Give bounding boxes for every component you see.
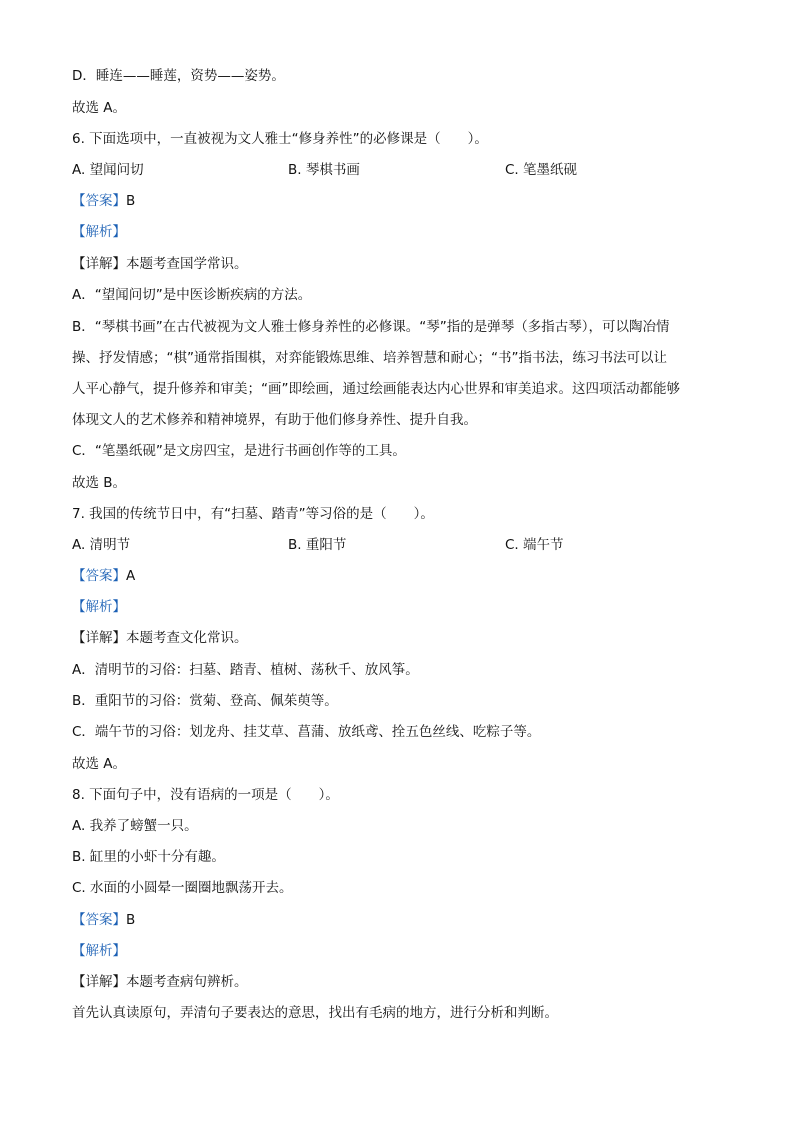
q6-explain-c: C．“笔墨纸砚”是文房四宝，是进行书画创作等的工具。: [72, 443, 406, 459]
q7-option-a: A. 清明节: [72, 537, 131, 553]
answer-tag: 【答案】: [72, 912, 126, 928]
q6-detail: [72, 254, 722, 274]
q7-explain-c: C．端午节的习俗：划龙舟、挂艾草、菖蒲、放纸鸢、拴五色丝线、吃粽子等。: [72, 724, 541, 740]
q6-analysis-tag: [72, 222, 722, 242]
answer-value: A: [126, 568, 136, 584]
q7-explain-a: A．清明节的习俗：扫墓、踏青、植树、荡秋千、放风筝。: [72, 662, 419, 678]
answer-tag: 【答案】: [72, 193, 126, 209]
q7-answer: [72, 566, 722, 586]
q6-option-b: B. 琴棋书画: [288, 162, 360, 178]
analysis-tag: 【解析】: [72, 599, 126, 615]
answer-value: B: [126, 193, 136, 209]
q8-option-b: B. 缸里的小虾十分有趣。: [72, 849, 225, 865]
q8-analysis-tag: [72, 941, 722, 961]
detail-text: 本题考查国学常识。: [126, 256, 248, 272]
q6-explain-a: A．“望闻问切”是中医诊断疾病的方法。: [72, 287, 312, 303]
q5-conclusion: 故选 A。: [72, 100, 127, 116]
q6-answer: [72, 191, 722, 211]
q6-option-c: C. 笔墨纸砚: [505, 162, 578, 178]
q6-explain-b-line3: 人平心静气，提升修养和审美；“画”即绘画，通过绘画能表达内心世界和审美追求。这四项活动都能够: [72, 381, 680, 397]
answer-value: B: [126, 912, 136, 928]
analysis-tag: 【解析】: [72, 224, 126, 240]
q6-explain-b-line1: B．“琴棋书画”在古代被视为文人雅士修身养性的必修课。“琴”指的是弹琴（多指古琴），可以陶冶情: [72, 319, 670, 335]
q6-conclusion: 故选 B。: [72, 475, 127, 491]
detail-text: 本题考查文化常识。: [126, 630, 248, 646]
analysis-tag: 【解析】: [72, 943, 126, 959]
q6-stem: 6. 下面选项中，一直被视为文人雅士“修身养性”的必修课是（ ）。: [72, 131, 488, 147]
answer-tag: 【答案】: [72, 568, 126, 584]
q7-analysis-tag: [72, 597, 722, 617]
q7-option-c: C. 端午节: [505, 537, 564, 553]
q7-option-b: B. 重阳节: [288, 537, 347, 553]
detail-tag: 【详解】: [72, 630, 126, 646]
q6-option-a: A. 望闻问切: [72, 162, 144, 178]
q6-explain-b-line4: 体现文人的艺术修养和精神境界，有助于他们修身养性、提升自我。: [72, 412, 477, 428]
q7-explain-b: B．重阳节的习俗：赏菊、登高、佩茱萸等。: [72, 693, 338, 709]
q7-conclusion: 故选 A。: [72, 756, 127, 772]
detail-tag: 【详解】: [72, 974, 126, 990]
detail-tag: 【详解】: [72, 256, 126, 272]
q6-explain-b-line2: 操、抒发情感；“棋”通常指围棋，对弈能锻炼思维、培养智慧和耐心；“书”指书法，练习书法可以让: [72, 350, 667, 366]
q8-stem: 8. 下面句子中，没有语病的一项是（ ）。: [72, 787, 339, 803]
detail-text: 本题考查病句辨析。: [126, 974, 248, 990]
q8-detail: [72, 972, 722, 992]
q8-option-a: A. 我养了螃蟹一只。: [72, 818, 198, 834]
q7-detail: [72, 628, 722, 648]
q8-answer: [72, 910, 722, 930]
q8-option-c: C. 水面的小圆晕一圈圈地飘荡开去。: [72, 880, 293, 896]
q8-method: 首先认真读原句，弄清句子要表达的意思，找出有毛病的地方，进行分析和判断。: [72, 1005, 558, 1021]
q5-option-d-explanation: D．睡连——睡莲，资势——姿势。: [72, 68, 285, 84]
q7-stem: 7. 我国的传统节日中，有“扫墓、踏青”等习俗的是（ ）。: [72, 506, 434, 522]
